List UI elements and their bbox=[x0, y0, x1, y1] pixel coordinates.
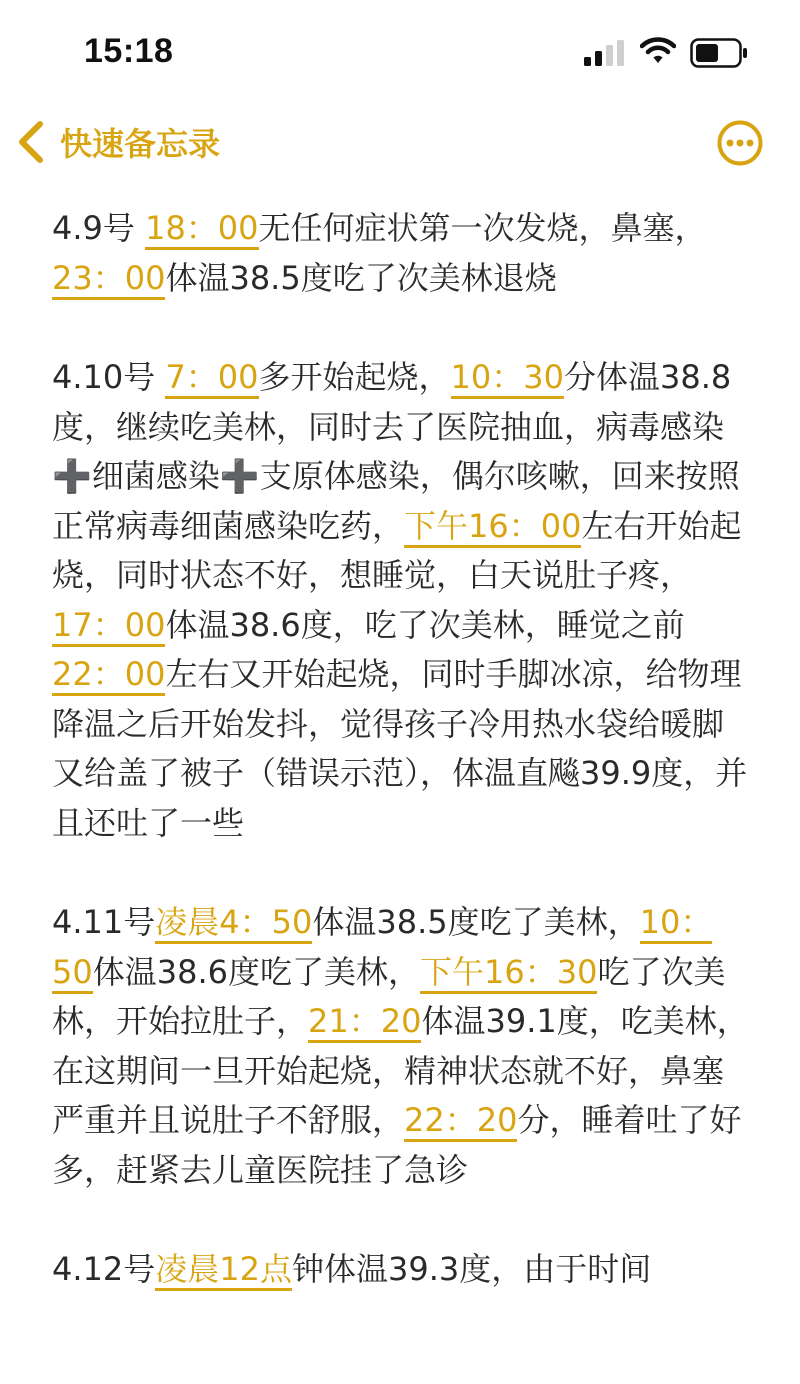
note-text: 左右又开始起烧，同时手脚冰凉，给物理降温之后开始发抖，觉得孩子冷用热水袋给暖脚又给盖了被子（错误示范），体温直飚39.9度，并且还吐了一些 bbox=[52, 655, 748, 842]
note-text: 体温39.1度，吃美林，在这期间一旦开始起烧，精神状态就不好，鼻塞严重并且说肚子不舒服， bbox=[52, 1002, 749, 1139]
note-text: 钟体温39.3度，由于时间 bbox=[292, 1250, 652, 1288]
status-bar bbox=[0, 0, 800, 100]
note-text: 体温38.6度吃了美林， bbox=[92, 952, 420, 991]
note-text: 4.11号 bbox=[52, 903, 156, 941]
note-paragraph bbox=[52, 353, 752, 848]
highlighted-time: 21：20 bbox=[308, 1002, 421, 1043]
highlighted-time: 下午16：00 bbox=[404, 507, 581, 548]
highlighted-time: 7：00 bbox=[165, 358, 258, 399]
more-circle-icon[interactable] bbox=[717, 120, 763, 166]
note-text: 吃了次美林，开始拉肚子， bbox=[52, 952, 726, 1040]
nav-bar bbox=[0, 110, 800, 174]
note-text: 左右开始起烧，同时状态不好，想睡觉，白天说肚子疼， bbox=[52, 506, 742, 594]
note-text: 4.9号 bbox=[52, 209, 146, 247]
highlighted-time: 10：30 bbox=[451, 358, 564, 399]
highlighted-time: 凌晨4：50 bbox=[155, 903, 312, 944]
cellular-signal-icon bbox=[584, 40, 626, 66]
highlighted-time: 18：00 bbox=[145, 209, 258, 250]
plus-icon: ➕ bbox=[219, 457, 260, 495]
note-text: 多开始起烧， bbox=[258, 358, 451, 396]
note-text: 4.12号 bbox=[52, 1250, 156, 1288]
note-paragraph bbox=[52, 898, 752, 1195]
note-text: 无任何症状第一次发烧，鼻塞， bbox=[258, 209, 707, 247]
highlighted-time: 17：00 bbox=[52, 606, 165, 647]
note-body[interactable] bbox=[52, 204, 752, 1345]
wifi-icon bbox=[640, 37, 676, 65]
back-button[interactable] bbox=[16, 118, 220, 166]
note-text: 4.10号 bbox=[52, 358, 166, 396]
note-text: 分，睡着吐了好多，赶紧去儿童医院挂了急诊 bbox=[52, 1101, 742, 1189]
note-text: 细菌感染 bbox=[91, 457, 220, 495]
plus-icon: ➕ bbox=[52, 457, 92, 495]
highlighted-time: 22：00 bbox=[52, 655, 165, 696]
note-paragraph bbox=[52, 204, 752, 303]
note-text: 体温38.5度吃了美林， bbox=[312, 903, 640, 941]
battery-icon bbox=[690, 38, 748, 68]
highlighted-time: 凌晨12点 bbox=[155, 1250, 292, 1291]
highlighted-time: 23：00 bbox=[52, 259, 165, 300]
note-paragraph bbox=[52, 1245, 752, 1295]
note-text: 分体温38.8度，继续吃美林，同时去了医院抽血，病毒感染 bbox=[52, 358, 732, 446]
highlighted-time: 下午16：30 bbox=[420, 953, 597, 994]
note-text: 体温38.6度，吃了次美林，睡觉之前 bbox=[165, 605, 685, 644]
highlighted-time: 10：50 bbox=[52, 903, 712, 994]
chevron-left-icon bbox=[16, 120, 46, 164]
note-text: 体温38.5度吃了次美林退烧 bbox=[165, 258, 557, 297]
highlighted-time: 22：20 bbox=[404, 1101, 517, 1142]
status-time: 15:18 bbox=[84, 32, 174, 70]
back-label: 快速备忘录 bbox=[60, 125, 221, 163]
note-text: 支原体感染，偶尔咳嗽，回来按照正常病毒细菌感染吃药， bbox=[52, 457, 740, 545]
